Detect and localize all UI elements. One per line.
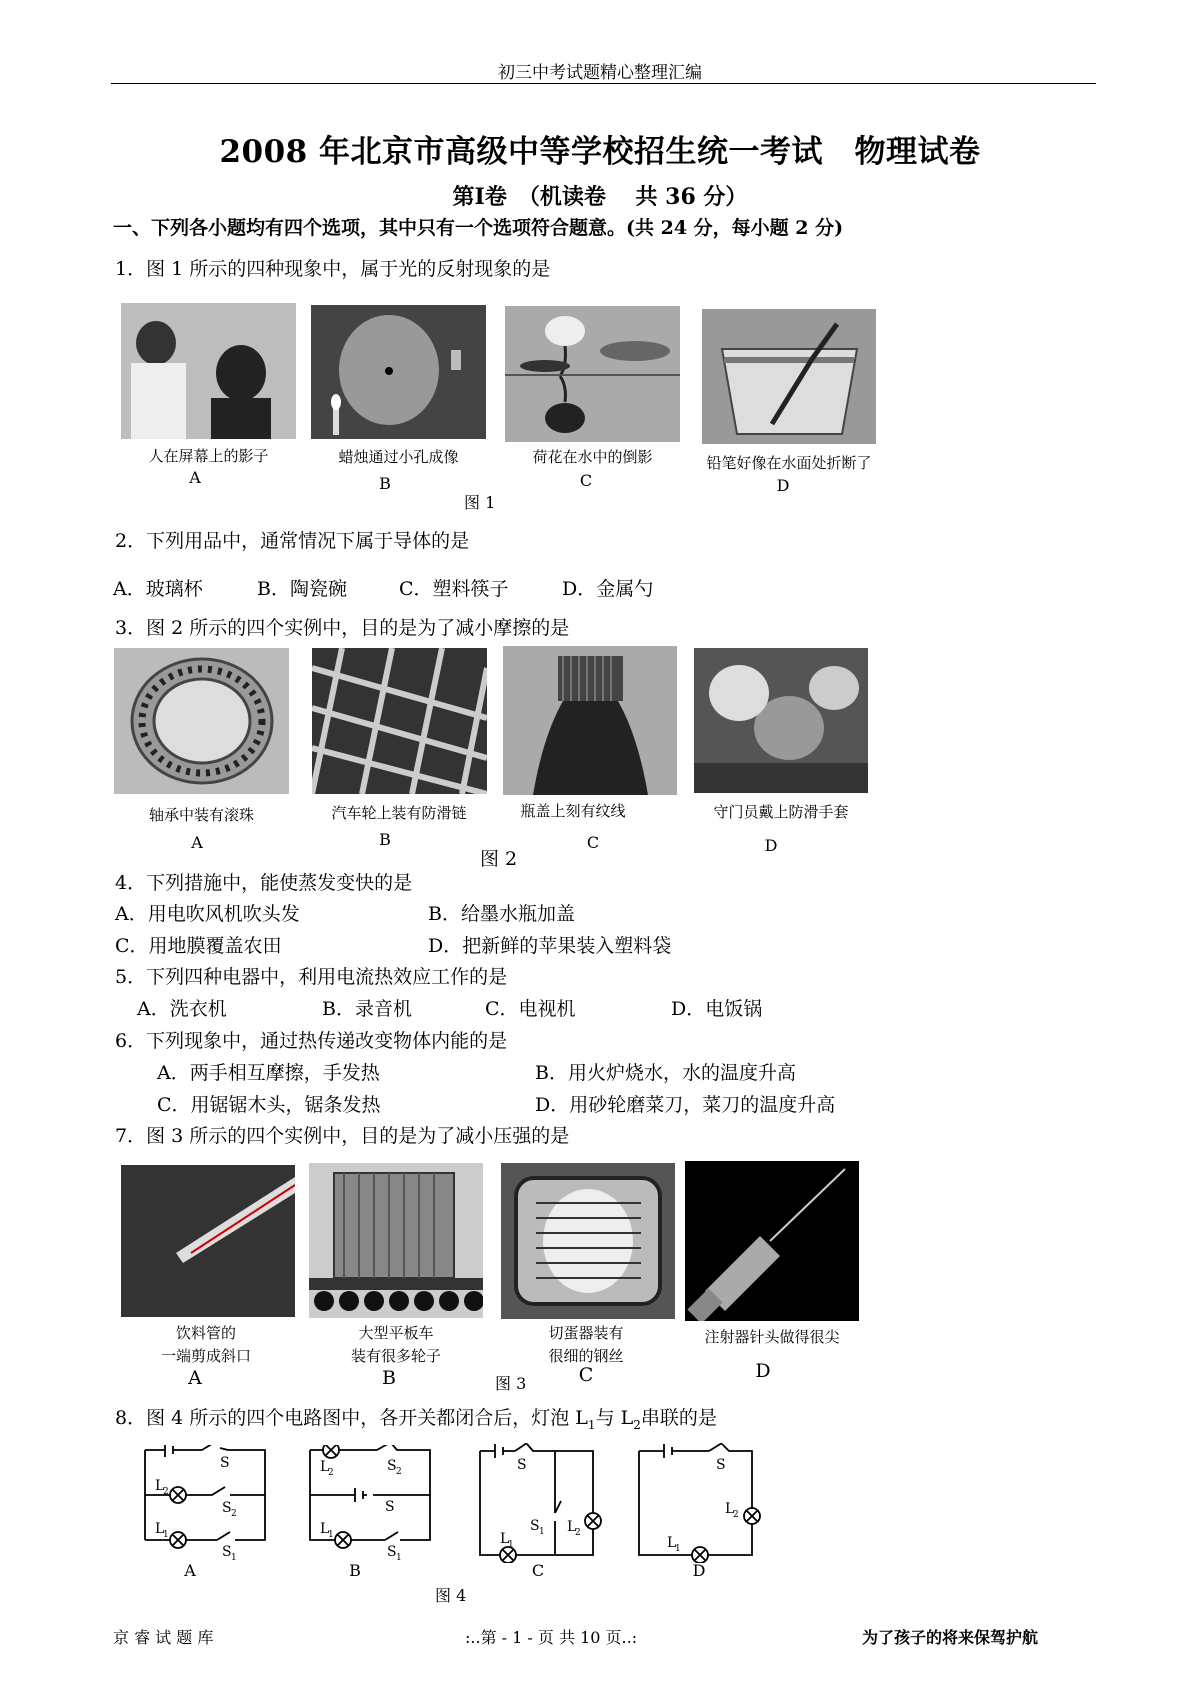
q2-option-d: D．金属勺 xyxy=(562,578,654,600)
q7-letter-a: A xyxy=(188,1367,202,1389)
svg-text:2: 2 xyxy=(328,1468,334,1478)
footer-right: 为了孩子的将来保驾护航 xyxy=(862,1628,1039,1647)
svg-text:L: L xyxy=(667,1535,677,1551)
svg-text:L: L xyxy=(320,1459,330,1475)
footer-left: 京 睿 试 题 库 xyxy=(113,1628,214,1647)
q1-caption-c: 荷花在水中的倒影 xyxy=(532,448,653,466)
q2-option-c: C．塑料筷子 xyxy=(399,578,509,600)
photo-straw xyxy=(121,1165,295,1317)
photo-bottle-cap xyxy=(503,646,677,795)
q7-caption-c-line2: 很细的钢丝 xyxy=(548,1347,624,1365)
circuit-b xyxy=(305,1445,435,1560)
svg-text:1: 1 xyxy=(231,1553,237,1560)
question-1: 1．图 1 所示的四种现象中，属于光的反射现象的是 xyxy=(115,258,551,280)
svg-text:L: L xyxy=(320,1521,330,1537)
q2-option-b: B．陶瓷碗 xyxy=(257,578,347,600)
photo-flatbed-truck xyxy=(309,1163,483,1318)
q7-letter-d: D xyxy=(755,1360,771,1382)
q8-letter-a: A xyxy=(184,1561,196,1580)
q3-caption-a: 轴承中装有滚珠 xyxy=(148,806,254,824)
q8-letter-b: B xyxy=(349,1561,361,1580)
q7-caption-d: 注射器针头做得很尖 xyxy=(704,1328,840,1346)
q4-option-a: A．用电吹风机吹头发 xyxy=(115,903,300,925)
photo-goalkeeper xyxy=(694,648,868,793)
q7-caption-c-line1: 切蛋器装有 xyxy=(548,1324,624,1342)
svg-text:1: 1 xyxy=(675,1544,681,1554)
svg-text:L: L xyxy=(725,1501,735,1517)
svg-text:1: 1 xyxy=(508,1540,514,1550)
question-2: 2．下列用品中，通常情况下属于导体的是 xyxy=(115,530,470,552)
question-3: 3．图 2 所示的四个实例中，目的是为了减小摩擦的是 xyxy=(115,617,570,639)
q5-option-c: C．电视机 xyxy=(485,998,576,1020)
q1-letter-b: B xyxy=(379,474,391,493)
photo-pinhole xyxy=(311,305,486,439)
svg-text:S: S xyxy=(220,1455,230,1471)
q7-caption-b-line1: 大型平板车 xyxy=(358,1324,434,1342)
q7-caption-b-line2: 装有很多轮子 xyxy=(350,1347,441,1365)
svg-text:S: S xyxy=(222,1500,232,1516)
svg-text:L: L xyxy=(500,1531,510,1547)
svg-text:S: S xyxy=(387,1544,397,1560)
q3-letter-b: B xyxy=(379,830,391,849)
q1-letter-c: C xyxy=(579,471,593,490)
footer-page-number: :..第 - 1 - 页 共 10 页..: xyxy=(465,1628,638,1647)
q8-letter-d: D xyxy=(692,1561,706,1580)
q5-option-b: B．录音机 xyxy=(322,998,412,1020)
svg-text:2: 2 xyxy=(231,1509,237,1519)
q6-option-a: A．两手相互摩擦，手发热 xyxy=(157,1062,380,1084)
svg-text:1: 1 xyxy=(396,1553,402,1560)
q8-letter-c: C xyxy=(531,1561,545,1580)
photo-syringe xyxy=(685,1161,859,1321)
q5-option-a: A．洗衣机 xyxy=(137,998,227,1020)
q7-caption-a-line2: 一端剪成斜口 xyxy=(160,1347,251,1365)
photo-shadow xyxy=(121,303,296,439)
circuit-a xyxy=(140,1445,270,1560)
q7-letter-c: C xyxy=(578,1364,594,1386)
q5-option-d: D．电饭锅 xyxy=(671,998,763,1020)
q3-letter-a: A xyxy=(191,833,203,852)
q3-caption-b: 汽车轮上装有防滑链 xyxy=(331,804,467,822)
q1-caption-a: 人在屏幕上的影子 xyxy=(148,447,269,465)
q3-caption-d: 守门员戴上防滑手套 xyxy=(713,803,849,821)
svg-text:2: 2 xyxy=(733,1510,739,1520)
svg-text:1: 1 xyxy=(539,1527,545,1537)
q1-caption-d: 铅笔好像在水面处折断了 xyxy=(706,454,872,472)
circuit-d xyxy=(634,1443,769,1563)
figure-1-label: 图 1 xyxy=(464,493,496,512)
figure-3-label: 图 3 xyxy=(495,1374,527,1393)
page-header: 初三中考试题精心整理汇编 xyxy=(498,63,702,83)
figure-2-label: 图 2 xyxy=(480,848,518,870)
question-8: 8．图 4 所示的四个电路图中，各开关都闭合后，灯泡 $L_1$与 $L_2$串联的是 xyxy=(115,1407,717,1432)
question-4: 4．下列措施中，能使蒸发变快的是 xyxy=(115,872,413,894)
photo-egg-slicer xyxy=(501,1163,675,1319)
svg-text:S: S xyxy=(385,1499,395,1515)
q3-caption-c: 瓶盖上刻有纹线 xyxy=(520,802,626,820)
q7-letter-b: B xyxy=(382,1367,396,1389)
section-heading: 一、下列各小题均有四个选项，其中只有一个选项符合题意。(共 24 分，每小题 2 分) xyxy=(113,217,844,239)
q6-option-b: B．用火炉烧水，水的温度升高 xyxy=(535,1062,796,1084)
svg-text:L: L xyxy=(155,1521,165,1537)
header-rule xyxy=(111,83,1096,84)
svg-text:2: 2 xyxy=(396,1467,402,1477)
q7-caption-a-line1: 饮料管的 xyxy=(175,1324,236,1342)
q1-letter-d: D xyxy=(776,476,790,495)
q3-letter-d: D xyxy=(764,836,778,855)
exam-title: 2008 年北京市高级中等学校招生统一考试 物理试卷 xyxy=(219,134,981,170)
photo-snow-chain xyxy=(312,648,487,794)
svg-text:S: S xyxy=(387,1458,397,1474)
q4-option-c: C．用地膜覆盖农田 xyxy=(115,935,282,957)
question-7: 7．图 3 所示的四个实例中，目的是为了减小压强的是 xyxy=(115,1125,570,1147)
svg-text:1: 1 xyxy=(328,1530,334,1540)
q2-option-a: A．玻璃杯 xyxy=(113,578,203,600)
photo-lotus xyxy=(505,306,680,442)
question-5: 5．下列四种电器中，利用电流热效应工作的是 xyxy=(115,966,508,988)
question-6: 6．下列现象中，通过热传递改变物体内能的是 xyxy=(115,1030,508,1052)
svg-text:S: S xyxy=(530,1518,540,1534)
exam-subtitle: 第Ⅰ卷 （机读卷 共 36 分） xyxy=(452,184,748,210)
svg-text:L: L xyxy=(567,1519,577,1535)
q4-option-d: D．把新鲜的苹果装入塑料袋 xyxy=(428,935,672,957)
q3-letter-c: C xyxy=(586,833,600,852)
svg-text:L: L xyxy=(155,1478,165,1494)
q6-option-c: C．用锯锯木头，锯条发热 xyxy=(157,1094,381,1116)
photo-pencil xyxy=(702,309,876,444)
q6-option-d: D．用砂轮磨菜刀，菜刀的温度升高 xyxy=(535,1094,836,1116)
q1-letter-a: A xyxy=(189,468,201,487)
svg-text:1: 1 xyxy=(163,1530,169,1540)
svg-text:S: S xyxy=(716,1457,726,1473)
svg-text:S: S xyxy=(517,1457,527,1473)
figure-4-label: 图 4 xyxy=(435,1586,467,1605)
photo-bearing xyxy=(114,648,289,794)
svg-text:2: 2 xyxy=(575,1528,581,1538)
svg-text:2: 2 xyxy=(163,1487,169,1497)
svg-text:S: S xyxy=(222,1544,232,1560)
circuit-c xyxy=(475,1443,610,1563)
q4-option-b: B．给墨水瓶加盖 xyxy=(428,903,575,925)
q1-caption-b: 蜡烛通过小孔成像 xyxy=(338,448,459,466)
